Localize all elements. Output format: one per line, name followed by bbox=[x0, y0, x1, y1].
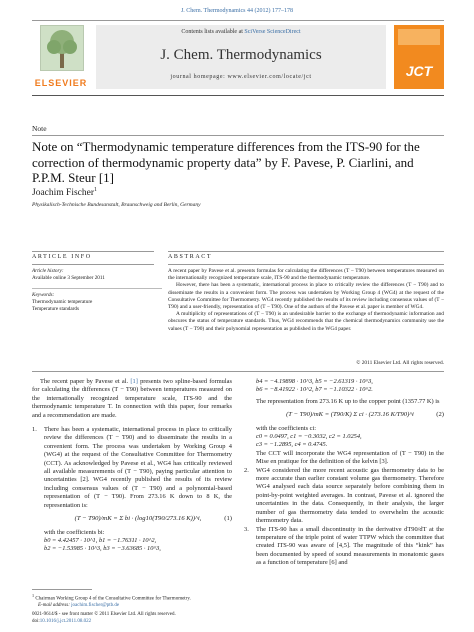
divider bbox=[168, 264, 444, 265]
remark-text: The ITS-90 has a small discontinuity in the derivative dT90/dT at the temperature of the triple point of water TTPW which the committee that created ITS-90 was aware of [4,5]. The magnitude of this “kink” has been documented by speed of sound measurements in monatomic gases as a function of temperature [6] and bbox=[256, 525, 444, 567]
cover-label: JCT bbox=[405, 63, 433, 79]
coefficient-row: b2 = −1.53985 · 10^3, b3 = −3.63685 · 10^3, bbox=[44, 545, 161, 553]
equation-body: (T − T90)/mK = (T90/K) Σ ci · (273.16 K/T90)^i bbox=[286, 411, 414, 419]
body-column-right bbox=[244, 378, 444, 568]
author-line bbox=[32, 187, 97, 198]
divider bbox=[32, 288, 162, 290]
journal-homepage[interactable]: journal homepage: www.elsevier.com/locate/jct bbox=[170, 74, 312, 80]
equation-1 bbox=[44, 515, 232, 523]
journal-title: J. Chem. Thermodynamics bbox=[160, 47, 322, 63]
footnote-marker: 1 bbox=[32, 593, 35, 598]
remark-text: There has been a systematic, international process in place to critically review the differences (T − T90) and to disseminate the results in a convenient form. The process was undertaken by Working Group 4 (WG4) at the request of the Consultative Committee for Thermometry (CCT). As acknowledged by Pavese et al., WG4 has critically reviewed all available measurements of (T − T90), paying particular attention to uncertainties [2]. WG4 recently published the results of its review including consensus values of (T − T90) and a polynomial-based representation of (T − T90). From 273.16 K down to 8 K, the representation is: bbox=[44, 426, 232, 509]
author-name: Joachim Fischer bbox=[32, 188, 95, 199]
remark-3 bbox=[244, 526, 444, 568]
remark-1 bbox=[32, 426, 232, 554]
author-footnote-marker[interactable]: 1 bbox=[94, 187, 98, 193]
coefficient-row: c0 = 0.0497, c1 = −0.3032, c2 = 1.0254, bbox=[256, 433, 362, 441]
issn-line: 0021-9614/$ - see front matter © 2011 Elsevier Ltd. All rights reserved. bbox=[32, 612, 176, 617]
affiliation: Physikalisch-Technische Bundesanstalt, Braunschweig and Berlin, Germany bbox=[32, 202, 201, 208]
journal-citation: J. Chem. Thermodynamics 44 (2012) 177–178 bbox=[180, 8, 294, 14]
journal-banner bbox=[32, 20, 444, 96]
divider bbox=[32, 135, 444, 136]
remark-2 bbox=[244, 467, 444, 526]
abstract-body bbox=[168, 268, 444, 333]
journal-info-box bbox=[96, 25, 386, 89]
elsevier-logo bbox=[32, 25, 90, 89]
abstract-paragraph: A recent paper by Pavese et al. presents formulas for calculating the differences (T − T90) between temperatures measured on the internationally recognized temperature scale, ITS-90 and the thermodynamic temperature. bbox=[168, 268, 444, 282]
remark-number: 2. bbox=[244, 466, 249, 474]
article-title: Note on “Thermodynamic temperature differences from the ITS-90 for the correction of thermodynamic property data” by F. Pavese, P. Ciarlini, and P.P.M. Steur [1] bbox=[32, 139, 420, 185]
footnote-text: Chairman Working Group 4 of the Consultative Committee for Thermometry. bbox=[35, 596, 191, 602]
history-value: Available online 3 September 2011 bbox=[32, 275, 105, 281]
journal-cover-image bbox=[394, 25, 444, 89]
sciencedirect-link[interactable]: SciVerse ScienceDirect bbox=[244, 29, 301, 35]
cct-text: The CCT will incorporate the WG4 representation of (T − T90) in the Mise en pratique for the definition of the kelvin [3]. bbox=[256, 449, 444, 466]
footnote: $^1$ Chairman Working Group 4 of the Consultative Committee for Thermometry. E-mail address: joachim.fischer@ptb.de bbox=[32, 593, 191, 609]
intro-paragraph: The recent paper by Pavese et al. [1] presents two spline-based formulas for calculating the differences (T − T90) between temperatures measured on the internationally recognized temperature scale, ITS-90 and the thermodynamic temperature T. In connection with this paper, four remarks and a recommendation are made. bbox=[32, 378, 232, 419]
coefficient-continuation bbox=[244, 378, 444, 467]
publisher-wordmark: ELSEVIER bbox=[34, 78, 88, 88]
coefficient-row: b0 = 4.42457 · 10^1, b1 = −1.76311 · 10^2, bbox=[44, 536, 157, 544]
divider bbox=[168, 251, 444, 252]
equation-number: (1) bbox=[224, 515, 232, 523]
tree-emblem-icon bbox=[40, 25, 84, 71]
equation-2 bbox=[256, 411, 444, 419]
divider bbox=[32, 371, 444, 372]
body-column-left bbox=[32, 378, 232, 554]
abstract-copyright: © 2011 Elsevier Ltd. All rights reserved. bbox=[356, 360, 444, 366]
history-label: Article history: bbox=[32, 268, 64, 274]
remark-text: WG4 considered the more recent acoustic gas thermometry data to be more accurate than earlier constant volume gas thermometry. Therefore WG4 analysed each data source separately before combining them in point-by-point weighted averages. In contrast, Pavese et al. ignored the uncertainties in the data. Consequently, in their analysis, the larger number of gas thermometry data tended to overwhelm the acoustic thermometry data. bbox=[256, 466, 444, 525]
abstract-heading: ABSTRACT bbox=[168, 254, 213, 260]
footnote-divider bbox=[32, 589, 92, 590]
divider bbox=[32, 264, 154, 265]
abstract-paragraph: A multiplicity of representations of (T − T90) is an undesirable barrier to the exchange of thermodynamic information and obscures the status of temperature standards. Thus, WG4 recommends that the chemical thermodynamics community use the values (T − T90) and their polynomial representation as published in the WG4 paper. bbox=[168, 311, 444, 332]
divider bbox=[32, 251, 154, 252]
article-type: Note bbox=[32, 124, 47, 133]
equation-body: (T − T90)/mK = Σ bi · (log10(T90/273.16 K))^i, bbox=[74, 515, 202, 523]
cover-header-block bbox=[398, 29, 440, 45]
contents-line: Contents lists available at SciVerse ScienceDirect bbox=[181, 29, 301, 35]
keyword-item: Thermodynamic temperature bbox=[32, 299, 93, 305]
representation-text: The representation from 273.16 K up to the copper point (1357.77 K) is bbox=[256, 397, 440, 405]
coefficient-row: b4 = −4.19898 · 10^3, b5 = −2.61319 · 10^3, bbox=[256, 378, 373, 385]
coefficient-intro: with the coefficients ci: bbox=[256, 424, 317, 432]
keywords-label: Keywords: bbox=[32, 292, 55, 298]
abstract-paragraph: However, there has been a systematic, international process in place to critically review the differences (T − T90) and to disseminate the results in a convenient form. The process was undertaken by Working Group 4 (WG4) at the request of the Consultative Committee for Thermometry. WG4 recently published the results of its review including consensus values of (T − T90) and a user-friendly, representation of (T − T90). One of the authors of the Pavese et al. paper is member of WG4. bbox=[168, 282, 444, 311]
remark-number: 1. bbox=[32, 426, 37, 434]
doi-link[interactable]: 10.1016/j.jct.2011.08.022 bbox=[39, 618, 92, 624]
coefficient-row: c3 = −1.2895, c4 = 0.4745. bbox=[256, 441, 328, 449]
article-info-heading: ARTICLE INFO bbox=[32, 254, 92, 260]
publication-info: 0021-9614/$ - see front matter © 2011 Elsevier Ltd. All rights reserved. doi:10.1016/j.jct.2011.08.022 bbox=[32, 612, 176, 624]
article-info bbox=[32, 268, 162, 313]
keyword-item: Temperature standards bbox=[32, 306, 80, 312]
coefficient-intro: with the coefficients bi: bbox=[44, 528, 105, 536]
coefficient-row: b6 = −8.41922 · 10^2, b7 = −1.10322 · 10^2. bbox=[256, 386, 373, 394]
reference-link[interactable]: [1] bbox=[130, 378, 138, 385]
equation-number: (2) bbox=[436, 411, 444, 419]
remark-number: 3. bbox=[244, 525, 249, 533]
email-link[interactable]: joachim.fischer@ptb.de bbox=[71, 603, 120, 609]
